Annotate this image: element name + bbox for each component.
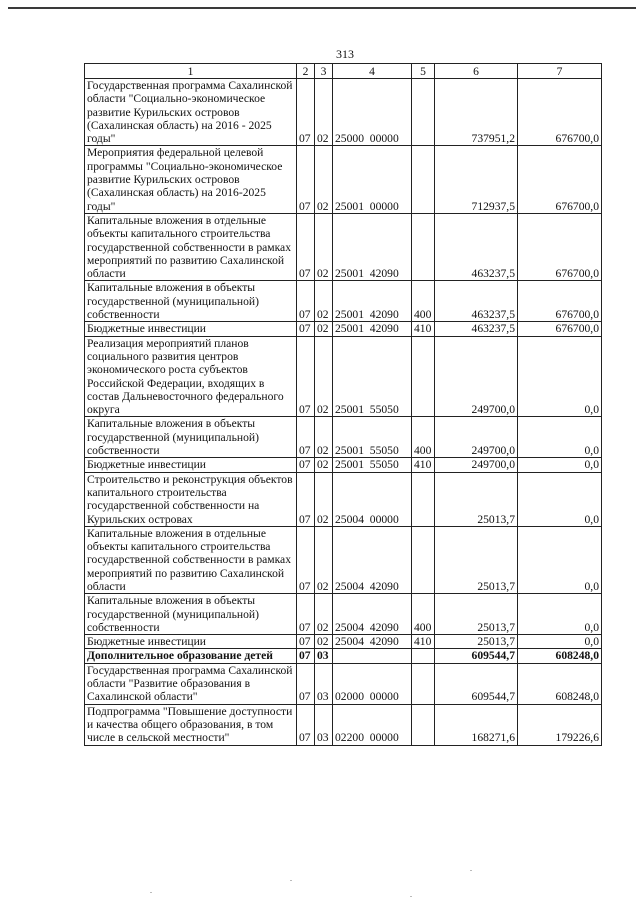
table-row [85,472,602,526]
row-subsection-cell: 02 [315,526,333,593]
row-section-cell: 07 [297,472,315,526]
row-expense-type-cell [412,704,435,745]
row-target-article-cell: 02000 00000 [333,663,412,704]
row-subsection-cell: 02 [315,336,333,417]
row-expense-type-cell [412,336,435,417]
page-number: 313 [336,47,354,61]
row-name-cell: Строительство и реконструкция объектов капитального строительства государственной собственности на Курильских островах [85,472,297,526]
table-row [85,213,602,280]
row-name-cell: Капитальные вложения в отдельные объекты капитального строительства государственной собственности в рамках мероприятий по развитию Сахалинской области [85,213,297,280]
row-subsection-cell: 02 [315,146,333,213]
row-section-cell: 07 [297,213,315,280]
row-amount-2021-cell: 676700,0 [518,213,602,280]
row-name-cell: Капитальные вложения в объекты государственной (муниципальной) собственности [85,417,297,458]
header-cell: 4 [333,64,412,79]
row-amount-2020-cell: 25013,7 [435,472,518,526]
row-amount-2020-cell: 168271,6 [435,704,518,745]
row-target-article-cell: 25001 00000 [333,146,412,213]
row-target-article-cell: 25004 42090 [333,594,412,635]
row-amount-2020-cell: 712937,5 [435,146,518,213]
row-section-cell: 07 [297,635,315,649]
row-target-article-cell: 25001 55050 [333,417,412,458]
header-cell: 2 [297,64,315,79]
table-row [85,635,602,649]
row-amount-2021-cell: 179226,6 [518,704,602,745]
row-expense-type-cell [412,146,435,213]
row-subsection-cell: 02 [315,213,333,280]
row-section-cell: 07 [297,663,315,704]
row-section-cell: 07 [297,79,315,146]
row-name-cell: Подпрограмма "Повышение доступности и качества общего образования, в том числе в сельской местности" [85,704,297,745]
row-section-cell: 07 [297,704,315,745]
row-name-cell: Бюджетные инвестиции [85,635,297,649]
row-amount-2020-cell: 463237,5 [435,322,518,336]
row-target-article-cell: 25004 00000 [333,472,412,526]
row-amount-2020-cell: 25013,7 [435,635,518,649]
row-expense-type-cell [412,472,435,526]
table-row [85,649,602,663]
row-expense-type-cell: 400 [412,417,435,458]
table-row [85,146,602,213]
table-row [85,322,602,336]
row-subsection-cell: 02 [315,458,333,472]
table-row [85,79,602,146]
row-subsection-cell: 02 [315,322,333,336]
row-target-article-cell: 25001 42090 [333,213,412,280]
scan-speck [410,896,412,897]
row-subsection-cell: 02 [315,594,333,635]
row-amount-2020-cell: 609544,7 [435,663,518,704]
header-row [85,64,602,79]
table-row [85,594,602,635]
row-subsection-cell: 02 [315,417,333,458]
row-amount-2021-cell: 676700,0 [518,146,602,213]
table-row [85,281,602,322]
row-amount-2020-cell: 25013,7 [435,526,518,593]
row-expense-type-cell: 410 [412,458,435,472]
row-expense-type-cell [412,649,435,663]
header-cell: 1 [85,64,297,79]
row-name-cell: Капитальные вложения в отдельные объекты капитального строительства государственной собственности в рамках мероприятий по развитию Сахалинской области [85,526,297,593]
budget-table [84,63,602,746]
row-target-article-cell: 25001 42090 [333,281,412,322]
row-target-article-cell: 25000 00000 [333,79,412,146]
row-amount-2021-cell: 608248,0 [518,663,602,704]
row-expense-type-cell [412,79,435,146]
row-expense-type-cell: 400 [412,281,435,322]
table-row [85,704,602,745]
table-row [85,417,602,458]
row-section-cell: 07 [297,281,315,322]
row-subsection-cell: 02 [315,281,333,322]
row-amount-2021-cell: 676700,0 [518,281,602,322]
scan-speck [470,870,472,871]
row-amount-2020-cell: 463237,5 [435,281,518,322]
table-row [85,526,602,593]
row-name-cell: Государственная программа Сахалинской области "Социально-экономическое развитие Курильских островов (Сахалинская область) на 2016 - 2025 годы" [85,79,297,146]
row-subsection-cell: 02 [315,79,333,146]
top-rule [8,7,636,9]
row-amount-2020-cell: 249700,0 [435,458,518,472]
row-subsection-cell: 02 [315,635,333,649]
row-amount-2021-cell: 676700,0 [518,79,602,146]
row-target-article-cell: 25004 42090 [333,635,412,649]
row-section-cell: 07 [297,594,315,635]
table-row [85,336,602,417]
row-amount-2020-cell: 249700,0 [435,417,518,458]
row-expense-type-cell: 400 [412,594,435,635]
header-cell: 7 [518,64,602,79]
row-name-cell: Дополнительное образование детей [85,649,297,663]
row-target-article-cell: 25001 55050 [333,458,412,472]
row-amount-2021-cell: 0,0 [518,417,602,458]
row-section-cell: 07 [297,336,315,417]
row-expense-type-cell: 410 [412,635,435,649]
header-cell: 3 [315,64,333,79]
row-expense-type-cell: 410 [412,322,435,336]
row-section-cell: 07 [297,458,315,472]
row-amount-2020-cell: 25013,7 [435,594,518,635]
row-subsection-cell: 02 [315,472,333,526]
row-amount-2021-cell: 676700,0 [518,322,602,336]
table-row [85,458,602,472]
row-section-cell: 07 [297,649,315,663]
scan-speck [150,892,152,893]
table-row [85,663,602,704]
row-amount-2021-cell: 0,0 [518,526,602,593]
row-expense-type-cell [412,663,435,704]
row-subsection-cell: 03 [315,663,333,704]
row-amount-2020-cell: 737951,2 [435,79,518,146]
row-subsection-cell: 03 [315,704,333,745]
row-amount-2021-cell: 608248,0 [518,649,602,663]
scan-speck [290,880,292,881]
row-target-article-cell [333,649,412,663]
row-subsection-cell: 03 [315,649,333,663]
row-target-article-cell: 02200 00000 [333,704,412,745]
row-amount-2021-cell: 0,0 [518,458,602,472]
row-section-cell: 07 [297,322,315,336]
row-amount-2020-cell: 463237,5 [435,213,518,280]
row-amount-2020-cell: 609544,7 [435,649,518,663]
row-target-article-cell: 25001 55050 [333,336,412,417]
row-amount-2021-cell: 0,0 [518,594,602,635]
row-name-cell: Государственная программа Сахалинской области "Развитие образования в Сахалинской области" [85,663,297,704]
row-name-cell: Бюджетные инвестиции [85,322,297,336]
row-expense-type-cell [412,526,435,593]
row-name-cell: Мероприятия федеральной целевой программы "Социально-экономическое развитие Курильских островов (Сахалинская область) на 2016-2025 годы" [85,146,297,213]
row-section-cell: 07 [297,146,315,213]
row-amount-2021-cell: 0,0 [518,336,602,417]
header-cell: 6 [435,64,518,79]
row-amount-2020-cell: 249700,0 [435,336,518,417]
row-name-cell: Капитальные вложения в объекты государственной (муниципальной) собственности [85,594,297,635]
row-name-cell: Бюджетные инвестиции [85,458,297,472]
row-amount-2021-cell: 0,0 [518,635,602,649]
header-cell: 5 [412,64,435,79]
row-target-article-cell: 25001 42090 [333,322,412,336]
row-name-cell: Реализация мероприятий планов социального развития центров экономического роста субъектов Российской Федерации, входящих в состав Дальневосточного федерального округа [85,336,297,417]
row-expense-type-cell [412,213,435,280]
row-section-cell: 07 [297,526,315,593]
row-target-article-cell: 25004 42090 [333,526,412,593]
row-amount-2021-cell: 0,0 [518,472,602,526]
row-name-cell: Капитальные вложения в объекты государственной (муниципальной) собственности [85,281,297,322]
row-section-cell: 07 [297,417,315,458]
